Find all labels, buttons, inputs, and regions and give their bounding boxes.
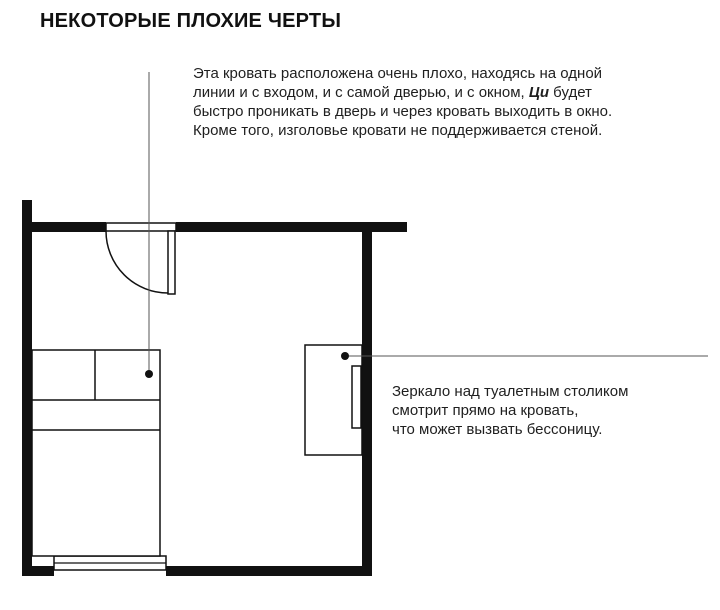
- page-title: НЕКОТОРЫЕ ПЛОХИЕ ЧЕРТЫ: [40, 10, 342, 32]
- bottom-wall-right: [166, 566, 372, 576]
- bed-annotation-line-3: быстро проникать в дверь и через кровать выходить в окно.: [193, 103, 613, 120]
- left-wall: [22, 200, 32, 576]
- mirror: [352, 366, 361, 428]
- bed-frame: [32, 350, 160, 556]
- bottom-wall-left: [22, 566, 54, 576]
- mirror-annotation-line-1: Зеркало над туалетным столиком: [392, 383, 629, 400]
- bed-annotation-line-2-start: линии и с входом, и с самой дверью, и с окном,: [193, 84, 529, 101]
- right-wall: [362, 222, 372, 576]
- door-leaf: [168, 231, 175, 294]
- door-swing-arc: [106, 231, 168, 293]
- bed: [32, 350, 160, 556]
- door: [106, 223, 176, 294]
- mirror-annotation-line-2: смотрит прямо на кровать,: [392, 402, 579, 419]
- bed-pointer-dot: [145, 370, 153, 378]
- bed-annotation-line-1: Эта кровать расположена очень плохо, находясь на одной: [193, 65, 603, 82]
- top-wall-left: [22, 222, 106, 232]
- top-wall-right: [176, 222, 407, 232]
- mirror-annotation-line-3: что может вызвать бессоницу.: [392, 421, 603, 438]
- bed-annotation-line-4: Кроме того, изголовье кровати не поддерживается стеной.: [193, 122, 603, 139]
- door-frame: [106, 223, 176, 231]
- mirror-pointer-dot: [341, 352, 349, 360]
- chi-term: Ци: [528, 84, 550, 101]
- bed-annotation-line-2-end: будет: [549, 84, 592, 101]
- dressing-table: [305, 345, 362, 455]
- window: [54, 556, 166, 570]
